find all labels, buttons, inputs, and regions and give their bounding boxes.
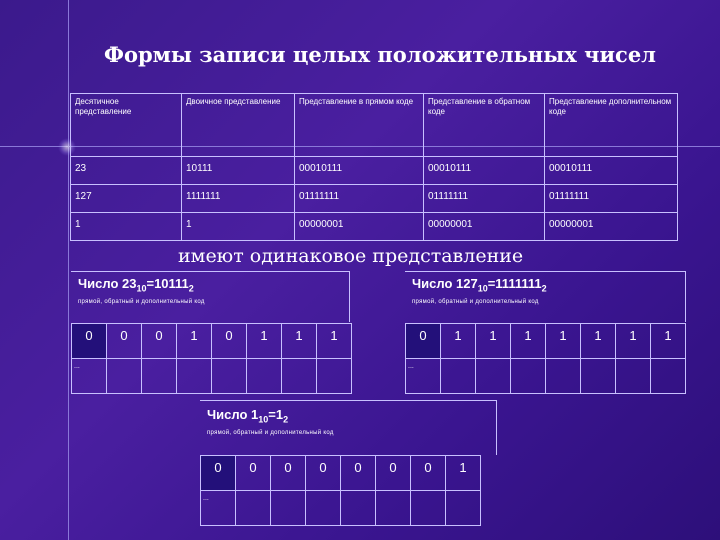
empty-cell <box>271 491 306 526</box>
table-row <box>71 185 678 213</box>
block-1-note: прямой, обратный и дополнительный код <box>207 429 334 436</box>
block-1-label: Число $1_{10}=1_2$ <box>207 407 289 425</box>
bit-cell: 1 <box>581 324 616 359</box>
header-cell: Представление дополнительном коде <box>545 94 678 157</box>
codes-table <box>70 93 678 241</box>
table-cell: 00010111 <box>295 157 424 185</box>
empty-cell <box>236 491 271 526</box>
table-cell: 01111111 <box>424 185 545 213</box>
bit-cell: 0 <box>212 324 247 359</box>
empty-cell <box>376 491 411 526</box>
empty-cell <box>142 359 177 394</box>
bit-cell: 0 <box>411 456 446 491</box>
table-cell: 1111111 <box>182 185 295 213</box>
block-127 <box>412 276 547 305</box>
empty-cell <box>107 359 142 394</box>
empty-cell <box>212 359 247 394</box>
block-1 <box>207 407 334 436</box>
bit-cell: 1 <box>511 324 546 359</box>
bit-cell: 1 <box>441 324 476 359</box>
bit-cell: 1 <box>177 324 212 359</box>
block-23-note: прямой, обратный и дополнительный код <box>78 298 205 305</box>
table-cell: 01111111 <box>295 185 424 213</box>
bit-cell: 1 <box>247 324 282 359</box>
table-cell: 1 <box>182 213 295 241</box>
block-23-label: Число $23_{10}=10111_2$ <box>78 276 194 294</box>
table-cell: 00010111 <box>545 157 678 185</box>
block-23 <box>78 276 205 305</box>
table-cell: 00000001 <box>424 213 545 241</box>
block-127-label: Число $127_{10}=1111111_2$ <box>412 276 547 294</box>
dots-cell: ... <box>72 359 107 394</box>
empty-cell <box>306 491 341 526</box>
header-cell: Представление в прямом коде <box>295 94 424 157</box>
header-cell: Двоичное представление <box>182 94 295 157</box>
table-row <box>71 213 678 241</box>
table-cell: 127 <box>71 185 182 213</box>
empty-cell <box>446 491 481 526</box>
empty-cell <box>441 359 476 394</box>
empty-cell <box>341 491 376 526</box>
table-cell: 10111 <box>182 157 295 185</box>
empty-cell <box>317 359 352 394</box>
dots-cell: ... <box>406 359 441 394</box>
empty-cell <box>546 359 581 394</box>
bit-cell: 0 <box>376 456 411 491</box>
bit-cell: 0 <box>341 456 376 491</box>
empty-cell <box>511 359 546 394</box>
bit-cell: 0 <box>142 324 177 359</box>
empty-cell <box>581 359 616 394</box>
bit-cell: 1 <box>282 324 317 359</box>
bit-cell: 0 <box>406 324 441 359</box>
header-cell: Представление в обратном коде <box>424 94 545 157</box>
subtitle: имеют одинаковое представление <box>178 245 524 267</box>
block-1-bits <box>200 455 481 526</box>
bit-cell: 1 <box>651 324 686 359</box>
decor-vertical-line <box>68 0 69 540</box>
table-cell: 00010111 <box>424 157 545 185</box>
bit-cell: 0 <box>306 456 341 491</box>
bit-cell: 0 <box>271 456 306 491</box>
bit-cell: 0 <box>107 324 142 359</box>
bit-cell: 0 <box>201 456 236 491</box>
bit-cell: 0 <box>236 456 271 491</box>
empty-cell <box>476 359 511 394</box>
block-127-note: прямой, обратный и дополнительный код <box>412 298 539 305</box>
dots-cell: ... <box>201 491 236 526</box>
bit-cell: 1 <box>546 324 581 359</box>
table-cell: 00000001 <box>295 213 424 241</box>
empty-cell <box>411 491 446 526</box>
table-row <box>71 157 678 185</box>
table-header-row <box>71 94 678 157</box>
empty-cell <box>282 359 317 394</box>
bit-cell: 1 <box>616 324 651 359</box>
page-title: Формы записи целых положительных чисел <box>104 42 656 67</box>
bit-cell: 1 <box>446 456 481 491</box>
block-127-bits <box>405 323 686 394</box>
block-23-bits <box>71 323 352 394</box>
table-cell: 23 <box>71 157 182 185</box>
table-cell: 1 <box>71 213 182 241</box>
empty-cell <box>616 359 651 394</box>
header-cell: Десятичное представление <box>71 94 182 157</box>
bit-cell: 1 <box>476 324 511 359</box>
empty-cell <box>651 359 686 394</box>
table-cell: 01111111 <box>545 185 678 213</box>
bit-cell: 1 <box>317 324 352 359</box>
bit-cell: 0 <box>72 324 107 359</box>
table-cell: 00000001 <box>545 213 678 241</box>
empty-cell <box>247 359 282 394</box>
empty-cell <box>177 359 212 394</box>
